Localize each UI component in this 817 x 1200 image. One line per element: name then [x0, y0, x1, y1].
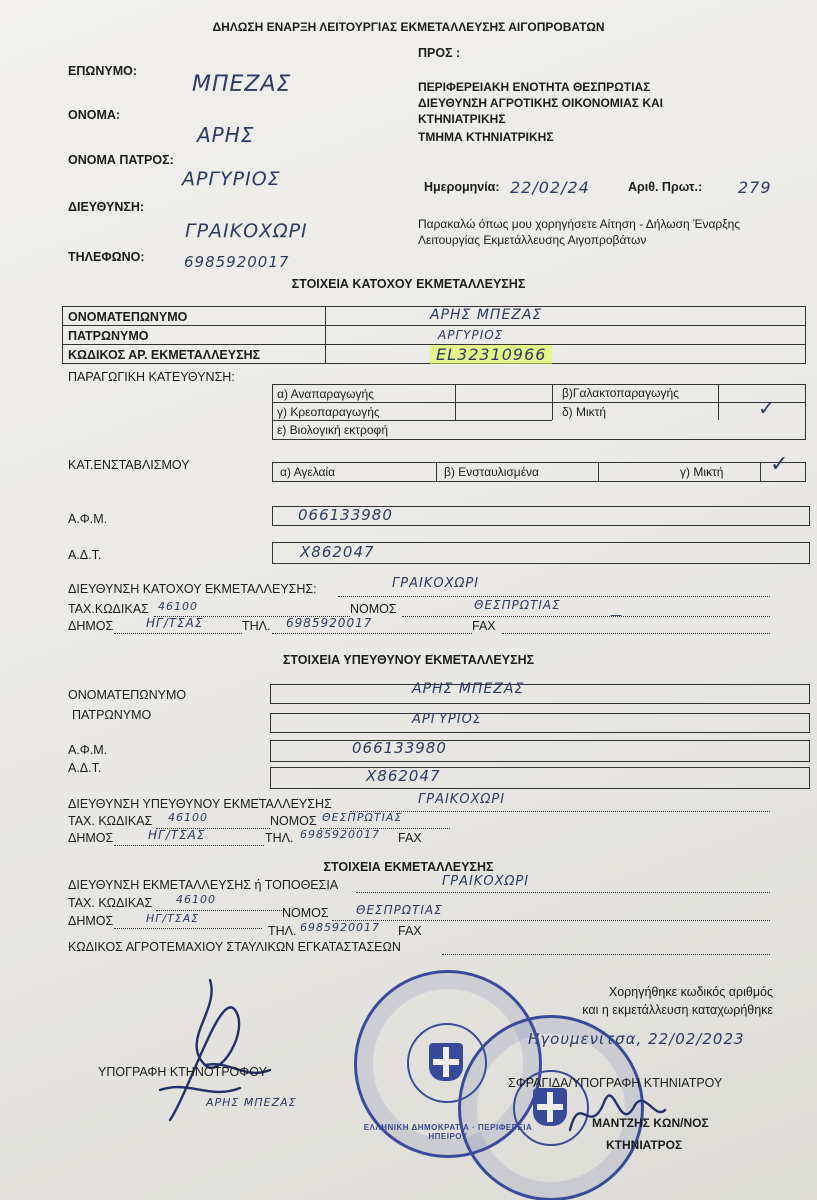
holder-patronym-value: ΑΡΓΥΡΙΟΣ — [438, 328, 504, 342]
document-title: ΔΗΛΩΣΗ ΕΝΑΡΞΗ ΛΕΙΤΟΥΡΓΙΑΣ ΕΚΜΕΤΑΛΛΕΥΣΗΣ ΑΙΓΟΠΡΟΒΑΤΩΝ — [212, 20, 605, 34]
holder-tel-label: ΤΗΛ. — [242, 619, 271, 633]
resp-dimos-value: ΗΓ/ΤΣΑΣ — [148, 828, 206, 842]
resp-tel-label: ΤΗΛ. — [265, 831, 294, 845]
breeder-signature-label: ΥΠΟΓΡΑΦΗ ΚΤΗΝΟΤΡΟΦΟΥ — [98, 1065, 267, 1079]
date-value: 22/02/24 — [510, 178, 590, 197]
holder-zip-value: 46100 — [158, 600, 198, 613]
name-label: ΟΝΟΜΑ: — [68, 108, 121, 122]
resp-afm-box — [270, 740, 810, 762]
holder-adt-label: Α.Δ.Τ. — [68, 548, 102, 562]
holder-nomos-value: ΘΕΣΠΡΩΤΙΑΣ — [474, 598, 561, 612]
resp-afm-label: Α.Φ.Μ. — [68, 743, 108, 757]
resp-adt-box — [270, 767, 810, 789]
to-label: ΠΡΟΣ : — [418, 46, 461, 60]
address-label: ΔΙΕΥΘΥΝΣΗ: — [68, 200, 145, 214]
surname-label: ΕΠΩΝΥΜΟ: — [68, 64, 138, 78]
recipient-line-1: ΠΕΡΙΦΕΡΕΙΑΚΗ ΕΝΟΤΗΤΑ ΘΕΣΠΡΩΤΙΑΣ — [418, 80, 651, 94]
holder-patronym-label: ΠΑΤΡΩΝΥΜΟ — [68, 329, 149, 343]
farm-zip-label: ΤΑΧ. ΚΩΔΙΚΑΣ — [68, 896, 153, 910]
holder-adt-value: Χ862047 — [300, 543, 375, 561]
vet-title: ΚΤΗΝΙΑΤΡΟΣ — [606, 1138, 683, 1152]
holder-addr-label: ΔΙΕΥΘΥΝΣΗ ΚΑΤΟΧΟΥ ΕΚΜΕΤΑΛΛΕΥΣΗΣ: — [68, 582, 317, 596]
resp-dimos-label: ΔΗΜΟΣ — [68, 831, 114, 845]
breeder-name: ΑΡΗΣ ΜΠΕΖΑΣ — [206, 1096, 297, 1109]
farm-fax-label: FAX — [398, 924, 422, 938]
recipient-line-3: ΚΤΗΝΙΑΤΡΙΚΗΣ — [418, 112, 506, 126]
granted-line-1: Χορηγήθηκε κωδικός αριθμός — [608, 985, 773, 999]
recipient-line-4: ΤΜΗΜΑ ΚΤΗΝΙΑΤΡΙΚΗΣ — [418, 130, 554, 144]
request-line-2: Λειτουργίας Εκμετάλλευσης Αιγοπροβάτων — [418, 233, 647, 247]
stabling-check-icon: ✓ — [770, 452, 790, 477]
holder-afm-label: Α.Φ.Μ. — [68, 512, 108, 526]
farm-dimos-label: ΔΗΜΟΣ — [68, 914, 114, 928]
resp-fax-label: FAX — [398, 831, 422, 845]
direction-label: ΠΑΡΑΓΩΓΙΚΗ ΚΑΤΕΥΘΥΝΣΗ: — [68, 370, 235, 384]
resp-addr-value: ΓΡΑΙΚΟΧΩΡΙ — [418, 792, 506, 807]
responsible-section-title: ΣΤΟΙΧΕΙΑ ΥΠΕΥΘΥΝΟΥ ΕΚΜΕΤΑΛΛΕΥΣΗΣ — [282, 653, 535, 667]
recipient-line-2: ΔΙΕΥΘΥΝΣΗ ΑΓΡΟΤΙΚΗΣ ΟΙΚΟΝΟΜΙΑΣ ΚΑΙ — [418, 96, 663, 110]
surname-value: ΜΠΕΖΑΣ — [192, 72, 292, 97]
vet-name: ΜΑΝΤΖΗΣ ΚΩΝ/ΝΟΣ — [592, 1116, 709, 1130]
resp-nomos-value: ΘΕΣΠΡΩΤΙΑΣ — [322, 811, 403, 824]
option-organic: ε) Βιολογική εκτροφή — [277, 423, 389, 437]
phone-label: ΤΗΛΕΦΩΝΟ: — [68, 250, 145, 264]
holder-fullname-value: ΑΡΗΣ ΜΠΕΖΑΣ — [430, 307, 543, 323]
protocol-label: Αριθ. Πρωτ.: — [628, 180, 703, 194]
farm-tel-label: ΤΗΛ. — [268, 924, 297, 938]
holder-dimos-label: ΔΗΜΟΣ — [68, 619, 114, 633]
holder-zip-label: ΤΑΧ.ΚΩΔΙΚΑΣ — [68, 602, 149, 616]
granted-line-2: και η εκμετάλλευση καταχωρήθηκε — [582, 1003, 773, 1017]
stabling-housed: β) Ενσταυλισμένα — [444, 465, 539, 479]
holder-tel-value: 6985920017 — [286, 616, 373, 630]
father-label: ΟΝΟΜΑ ΠΑΤΡΟΣ: — [68, 153, 174, 167]
holder-code-label: ΚΩΔΙΚΟΣ ΑΡ. ΕΚΜΕΤΑΛΛΕΥΣΗΣ — [68, 348, 261, 362]
check-icon: ✓ — [758, 396, 776, 420]
seal-text: ΕΛΛΗΝΙΚΗ ΔΗΜΟΚΡΑΤΙΑ · ΠΕΡΙΦΕΡΕΙΑ ΗΠΕΙΡΟΥ — [363, 1123, 533, 1141]
name-value: ΑΡΗΣ — [197, 123, 255, 147]
option-mixed: δ) Μικτή — [562, 405, 607, 419]
resp-nomos-label: ΝΟΜΟΣ — [270, 814, 317, 828]
resp-patronym-value: ΑΡΓΥΡΙΟΣ — [412, 712, 483, 727]
request-line-1: Παρακαλώ όπως μου χορηγήσετε Αίτηση - Δήλωση Έναρξης — [418, 217, 741, 231]
resp-addr-label: ΔΙΕΥΘΥΝΣΗ ΥΠΕΥΘΥΝΟΥ ΕΚΜΕΤΑΛΛΕΥΣΗΣ — [68, 797, 332, 811]
phone-value: 6985920017 — [184, 253, 290, 271]
resp-tel-value: 6985920017 — [300, 828, 380, 841]
resp-afm-value: 066133980 — [352, 739, 447, 757]
holder-fax-label: FAX — [472, 619, 496, 633]
farm-addr-label: ΔΙΕΥΘΥΝΣΗ ΕΚΜΕΤΑΛΛΕΥΣΗΣ ή ΤΟΠΟΘΕΣΙΑ — [68, 878, 339, 892]
place-date: Ηγουμενίτσα, 22/02/2023 — [528, 1030, 745, 1048]
holder-code-value: EL32310966 — [430, 345, 552, 364]
option-meat: γ) Κρεοπαραγωγής — [277, 405, 380, 419]
resp-patronym-label: ΠΑΤΡΩΝΥΜΟ — [72, 708, 152, 722]
resp-zip-label: ΤΑΧ. ΚΩΔΙΚΑΣ — [68, 814, 153, 828]
farm-tel-value: 6985920017 — [300, 921, 380, 934]
holder-afm-value: 066133980 — [298, 506, 393, 524]
protocol-value: 279 — [738, 178, 772, 197]
holder-fullname-label: ΟΝΟΜΑΤΕΠΩΝΥΜΟ — [68, 310, 188, 324]
resp-fullname-label: ΟΝΟΜΑΤΕΠΩΝΥΜΟ — [68, 688, 187, 702]
vet-signature-label: ΣΦΡΑΓΙΔΑ/ΥΠΟΓΡΑΦΗ ΚΤΗΝΙΑΤΡΟΥ — [508, 1076, 723, 1090]
option-reproduction: α) Αναπαραγωγής — [277, 387, 374, 401]
farm-dimos-value: ΗΓ/ΤΣΑΣ — [146, 912, 200, 925]
resp-fullname-box — [270, 684, 810, 704]
stabling-flock: α) Αγελαία — [280, 465, 336, 479]
option-dairy: β)Γαλακτοπαραγωγής — [562, 386, 679, 400]
resp-adt-label: Α.Δ.Τ. — [68, 761, 102, 775]
date-label: Ημερομηνία: — [424, 180, 500, 194]
resp-patronym-box — [270, 713, 810, 733]
resp-zip-value: 46100 — [168, 811, 208, 824]
holder-addr-value: ΓΡΑΙΚΟΧΩΡΙ — [392, 576, 480, 591]
holder-section-title: ΣΤΟΙΧΕΙΑ ΚΑΤΟΧΟΥ ΕΚΜΕΤΑΛΛΕΥΣΗΣ — [291, 277, 526, 291]
farm-section-title: ΣΤΟΙΧΕΙΑ ΕΚΜΕΤΑΛΛΕΥΣΗΣ — [323, 860, 494, 874]
holder-nomos-label: ΝΟΜΟΣ — [350, 602, 397, 616]
father-value: ΑΡΓΥΡΙΟΣ — [182, 168, 281, 190]
stabling-mixed: γ) Μικτή — [680, 465, 724, 479]
farm-nomos-label: ΝΟΜΟΣ — [282, 906, 329, 920]
holder-dimos-value: ΗΓ/ΤΣΑΣ — [146, 616, 204, 630]
holder-fax-value: — — [610, 608, 623, 622]
farm-addr-value: ΓΡΑΙΚΟΧΩΡΙ — [442, 874, 530, 889]
resp-adt-value: Χ862047 — [366, 767, 441, 785]
farm-plot-label: ΚΩΔΙΚΟΣ ΑΓΡΟΤΕΜΑΧΙΟΥ ΣΤΑΥΛΙΚΩΝ ΕΓΚΑΤΑΣΤΑΣΕΩΝ — [68, 940, 401, 954]
farm-zip-value: 46100 — [176, 893, 216, 906]
resp-fullname-value: ΑΡΗΣ ΜΠΕΖΑΣ — [412, 681, 525, 697]
stabling-grid — [272, 462, 806, 482]
stabling-label: ΚΑΤ.ΕΝΣΤΑΒΛΙΣΜΟΥ — [68, 458, 190, 472]
farm-nomos-value: ΘΕΣΠΡΩΤΙΑΣ — [356, 903, 443, 917]
address-value: ΓΡΑΙΚΟΧΩΡΙ — [185, 220, 308, 242]
